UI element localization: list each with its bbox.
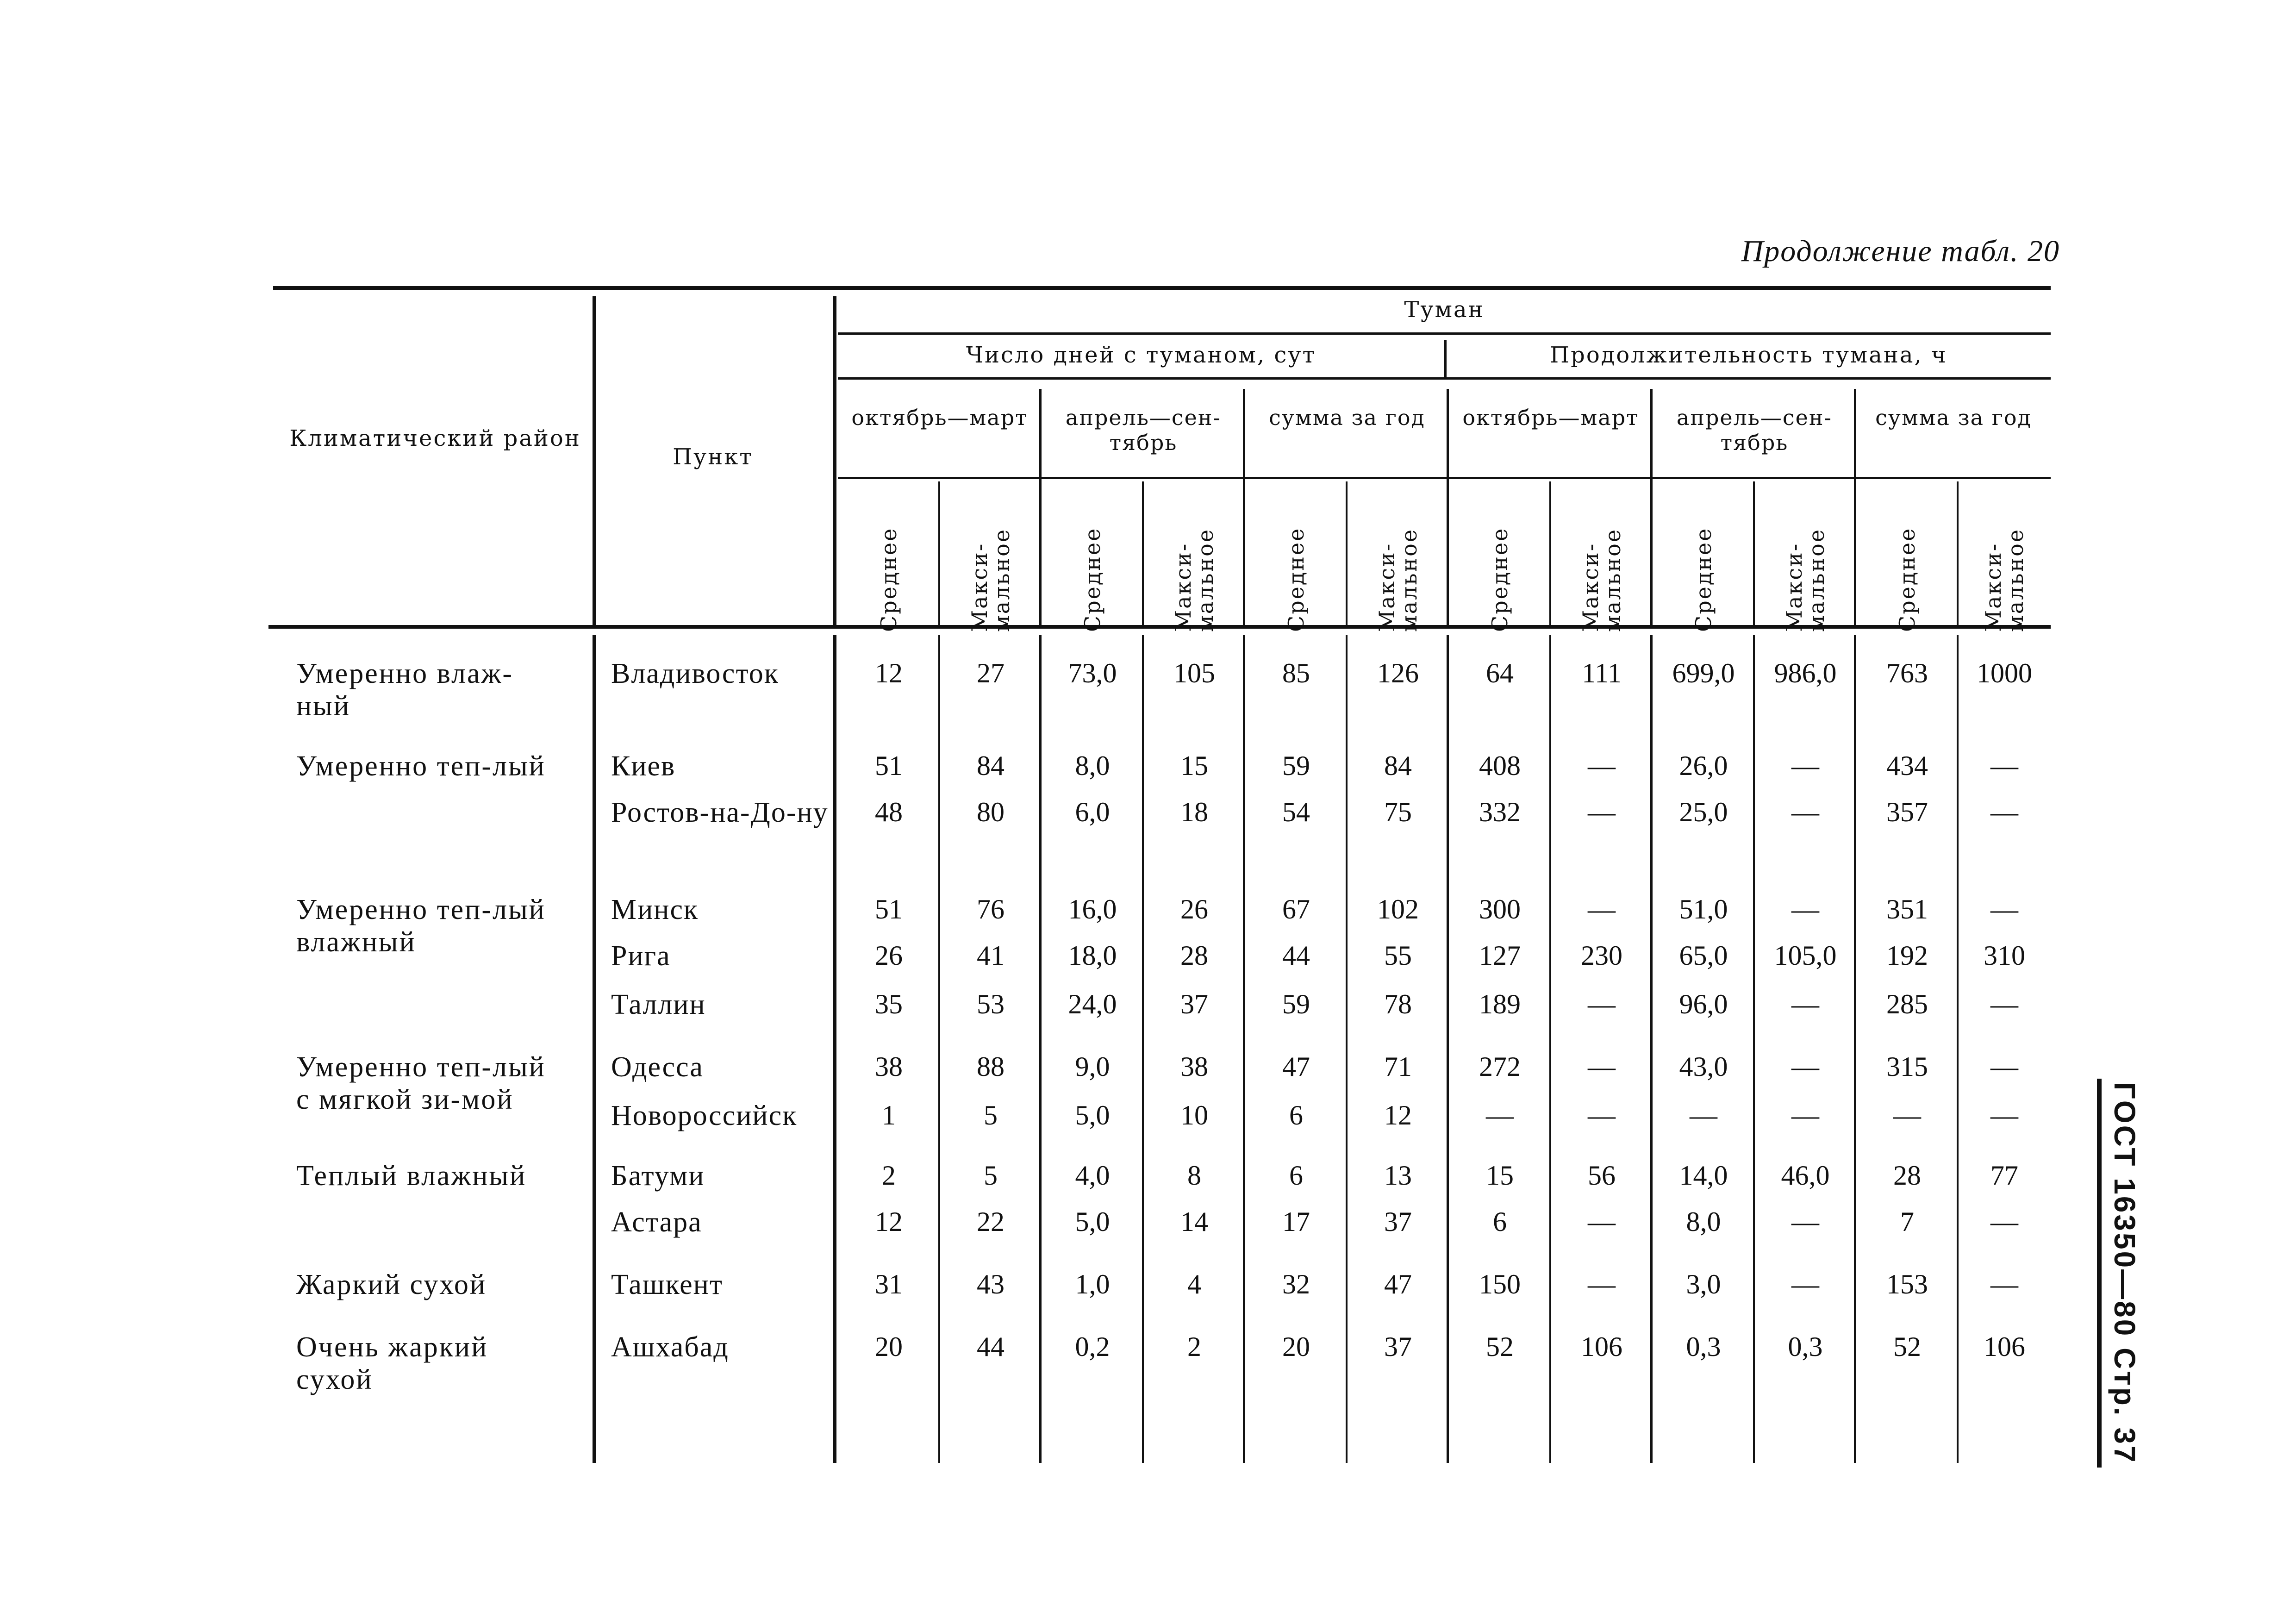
table-cell: 10 [1180, 1100, 1208, 1131]
table-cell: 0,3 [1788, 1331, 1823, 1362]
table-cell: 56 [1588, 1160, 1616, 1191]
table-cell: 44 [977, 1331, 1004, 1362]
table-cell: 15 [1486, 1160, 1514, 1191]
region-label: Умеренно теп-лый с мягкой зи-мой [296, 1051, 546, 1115]
header-days-group: Число дней с туманом, сут [966, 342, 1316, 368]
table-cell: 763 [1886, 658, 1928, 688]
table-cell: 51 [875, 894, 903, 924]
place-label: Одесса [611, 1051, 704, 1083]
table-cell: 52 [1893, 1331, 1921, 1362]
header-sub: Макси-мальное [1374, 528, 1422, 632]
table-cell: 35 [875, 989, 903, 1019]
table-cell: 76 [977, 894, 1004, 924]
table-cell: 1 [882, 1100, 896, 1131]
table-cell: 300 [1479, 894, 1521, 924]
table-cell: 24,0 [1068, 989, 1117, 1019]
table-cell: 189 [1479, 989, 1521, 1019]
sub-split-rule [1957, 481, 1959, 625]
table-cell: 12 [875, 658, 903, 688]
table-cell: 54 [1282, 797, 1310, 827]
table-cell: 47 [1384, 1269, 1412, 1299]
table-cell: 6 [1493, 1206, 1507, 1237]
table-cell: — [1791, 1100, 1819, 1131]
table-cell: 73,0 [1068, 658, 1117, 688]
table-cell: 28 [1893, 1160, 1921, 1191]
header-place: Пункт [673, 444, 753, 470]
region-label: Очень жаркий сухой [296, 1331, 488, 1395]
table-cell: 14,0 [1679, 1160, 1728, 1191]
region-label: Жаркий сухой [296, 1269, 487, 1300]
table-cell: 408 [1479, 750, 1521, 781]
table-cell: 53 [977, 989, 1004, 1019]
table-cell: 96,0 [1679, 989, 1728, 1019]
table-cell: — [1588, 1100, 1616, 1131]
table-cell: 20 [875, 1331, 903, 1362]
table-cell: 12 [1384, 1100, 1412, 1131]
period-rule [838, 477, 2051, 479]
sub-split-rule [1753, 481, 1755, 625]
place-label: Владивосток [611, 658, 779, 689]
table-cell: 46,0 [1781, 1160, 1830, 1191]
header-duration-group: Продолжительность тумана, ч [1550, 342, 1947, 368]
table-cell: 1,0 [1075, 1269, 1110, 1299]
table-cell: 3,0 [1686, 1269, 1721, 1299]
table-cell: 285 [1886, 989, 1928, 1019]
table-cell: 2 [1187, 1331, 1201, 1362]
table-cell: — [1588, 750, 1616, 781]
table-cell: 150 [1479, 1269, 1521, 1299]
header-period: сумма за год [1875, 405, 2032, 430]
table-cell: 71 [1384, 1051, 1412, 1082]
table-cell: 7 [1900, 1206, 1914, 1237]
region-label: Умеренно влаж-ный [296, 658, 513, 722]
table-cell: 111 [1582, 658, 1622, 688]
table-cell: — [1588, 1269, 1616, 1299]
place-label: Рига [611, 940, 671, 972]
table-cell: 16,0 [1068, 894, 1117, 924]
place-col-rule-body [833, 635, 836, 1463]
table-cell: — [1990, 1051, 2018, 1082]
table-cell: — [1791, 1206, 1819, 1237]
table-cell: — [1893, 1100, 1921, 1131]
header-region: Климатический район [289, 425, 581, 451]
table-cell: 55 [1384, 940, 1412, 971]
header-sub: Среднее [876, 527, 901, 632]
table-cell: — [1990, 797, 2018, 827]
table-cell: 44 [1282, 940, 1310, 971]
table-cell: — [1990, 1269, 2018, 1299]
table-cell: — [1990, 1206, 2018, 1237]
sub-split-rule [1346, 481, 1348, 625]
table-cell: 64 [1486, 658, 1514, 688]
table-cell: 8,0 [1075, 750, 1110, 781]
header-period: сумма за год [1269, 405, 1425, 430]
table-cell: — [1588, 1051, 1616, 1082]
header-period: октябрь—март [1462, 405, 1639, 430]
place-label: Ростов-на-До-ну [611, 797, 829, 828]
table-cell: — [1990, 1100, 2018, 1131]
header-sub: Макси-мальное [1171, 528, 1218, 632]
table-cell: 6 [1289, 1160, 1303, 1191]
table-cell: 84 [1384, 750, 1412, 781]
table-cell: — [1588, 1206, 1616, 1237]
table-cell: 59 [1282, 750, 1310, 781]
table-cell: 22 [977, 1206, 1004, 1237]
table-cell: 4 [1187, 1269, 1201, 1299]
table-cell: 38 [875, 1051, 903, 1082]
table-cell: — [1791, 1051, 1819, 1082]
side-label [2097, 1079, 2152, 1468]
place-col-rule [833, 296, 836, 625]
table-cell: 47 [1282, 1051, 1310, 1082]
table-cell: 67 [1282, 894, 1310, 924]
region-label: Теплый влажный [296, 1160, 527, 1192]
table-cell: 88 [977, 1051, 1004, 1082]
table-cell: — [1588, 989, 1616, 1019]
table-cell: — [1791, 894, 1819, 924]
table-cell: 127 [1479, 940, 1521, 971]
header-fog: Туман [1404, 297, 1485, 323]
table-cell: 4,0 [1075, 1160, 1110, 1191]
table-cell: 18,0 [1068, 940, 1117, 971]
table-cell: 0,3 [1686, 1331, 1721, 1362]
header-sub: Макси-мальное [1578, 528, 1625, 632]
header-period: октябрь—март [851, 405, 1028, 430]
table-cell: 699,0 [1672, 658, 1735, 688]
header-sub: Макси-мальное [1782, 528, 1829, 632]
table-cell: 37 [1384, 1331, 1412, 1362]
table-cell: 9,0 [1075, 1051, 1110, 1082]
table-cell: 351 [1886, 894, 1928, 924]
table-cell: 20 [1282, 1331, 1310, 1362]
table-cell: — [1791, 797, 1819, 827]
table-cell: — [1486, 1100, 1514, 1131]
table-cell: 85 [1282, 658, 1310, 688]
table-cell: 5 [984, 1160, 998, 1191]
header-sub: Среднее [1080, 527, 1105, 632]
group-rule [838, 377, 2051, 380]
table-cell: 78 [1384, 989, 1412, 1019]
table-cell: 272 [1479, 1051, 1521, 1082]
table-cell: 26 [875, 940, 903, 971]
header-sub: Макси-мальное [967, 528, 1014, 632]
table-cell: 5,0 [1075, 1100, 1110, 1131]
table-cell: 13 [1384, 1160, 1412, 1191]
table-cell: 14 [1180, 1206, 1208, 1237]
table-cell: 84 [977, 750, 1004, 781]
sub-split-rule [1549, 481, 1551, 625]
table-cell: 106 [1984, 1331, 2025, 1362]
header-period: апрель—сен-тябрь [1676, 405, 1833, 455]
table-cell: 80 [977, 797, 1004, 827]
table-caption: Продолжение табл. 20 [1741, 234, 2060, 268]
header-sub: Среднее [1284, 527, 1309, 632]
table-cell: 32 [1282, 1269, 1310, 1299]
table-cell: 1000 [1977, 658, 2032, 688]
table-cell: 0,2 [1075, 1331, 1110, 1362]
sub-split-rule [938, 481, 940, 625]
table-cell: 31 [875, 1269, 903, 1299]
table-cell: 48 [875, 797, 903, 827]
header-sub: Макси-мальное [1981, 528, 2028, 632]
top-rule [273, 286, 2051, 290]
table-cell: — [1990, 750, 2018, 781]
sub-split-rule [1142, 481, 1144, 625]
side-label-text: ГОСТ 16350—80 Стр. 37 [2108, 1082, 2141, 1464]
region-col-rule-body [593, 635, 596, 1463]
table-cell: 126 [1377, 658, 1419, 688]
table-cell: 434 [1886, 750, 1928, 781]
table-cell: 15 [1180, 750, 1208, 781]
table-cell: 25,0 [1679, 797, 1728, 827]
table-cell: 75 [1384, 797, 1412, 827]
table-cell: 51,0 [1679, 894, 1728, 924]
table-cell: 37 [1180, 989, 1208, 1019]
table-cell: 12 [875, 1206, 903, 1237]
table-cell: 102 [1377, 894, 1419, 924]
table-cell: 26 [1180, 894, 1208, 924]
table-cell: 51 [875, 750, 903, 781]
table-cell: 6,0 [1075, 797, 1110, 827]
fog-rule [838, 332, 2051, 335]
table-cell: 52 [1486, 1331, 1514, 1362]
place-label: Минск [611, 894, 699, 925]
header-sub: Среднее [1895, 527, 1920, 632]
table-cell: 2 [882, 1160, 896, 1191]
table-cell: 332 [1479, 797, 1521, 827]
place-label: Новороссийск [611, 1100, 798, 1131]
table-cell: — [1791, 1269, 1819, 1299]
table-cell: 986,0 [1774, 658, 1837, 688]
table-cell: — [1990, 894, 2018, 924]
table-cell: 8,0 [1686, 1206, 1721, 1237]
table-cell: 315 [1886, 1051, 1928, 1082]
table-cell: 77 [1990, 1160, 2018, 1191]
table-cell: — [1588, 894, 1616, 924]
table-cell: 37 [1384, 1206, 1412, 1237]
table-cell: — [1990, 989, 2018, 1019]
table-cell: 192 [1886, 940, 1928, 971]
region-col-rule [593, 296, 596, 625]
region-label: Умеренно теп-лый [296, 750, 546, 782]
table-cell: 26,0 [1679, 750, 1728, 781]
place-label: Ашхабад [611, 1331, 729, 1363]
table-cell: 105 [1173, 658, 1215, 688]
table-cell: — [1690, 1100, 1717, 1131]
table-cell: 6 [1289, 1100, 1303, 1131]
table-cell: 18 [1180, 797, 1208, 827]
table-cell: 230 [1581, 940, 1622, 971]
table-cell: 5,0 [1075, 1206, 1110, 1237]
place-label: Ташкент [611, 1269, 723, 1300]
table-cell: 310 [1984, 940, 2025, 971]
table-cell: 5 [984, 1100, 998, 1131]
table-cell: — [1791, 989, 1819, 1019]
place-label: Батуми [611, 1160, 705, 1192]
table-cell: 65,0 [1679, 940, 1728, 971]
table-cell: 28 [1180, 940, 1208, 971]
table-cell: — [1791, 750, 1819, 781]
table-cell: 59 [1282, 989, 1310, 1019]
region-label: Умеренно теп-лый влажный [296, 894, 546, 958]
table-cell: 153 [1886, 1269, 1928, 1299]
table-cell: 27 [977, 658, 1004, 688]
table-cell: 17 [1282, 1206, 1310, 1237]
place-label: Киев [611, 750, 676, 782]
table-cell: 105,0 [1774, 940, 1837, 971]
table-cell: 43 [977, 1269, 1004, 1299]
table-cell: 41 [977, 940, 1004, 971]
table-cell: 357 [1886, 797, 1928, 827]
header-sub: Среднее [1691, 527, 1716, 632]
table-cell: 106 [1581, 1331, 1622, 1362]
table-cell: 38 [1180, 1051, 1208, 1082]
place-label: Таллин [611, 989, 706, 1020]
place-label: Астара [611, 1206, 702, 1238]
header-period: апрель—сен-тябрь [1065, 405, 1222, 455]
header-sub: Среднее [1487, 527, 1512, 632]
table-cell: 8 [1187, 1160, 1201, 1191]
table-cell: 43,0 [1679, 1051, 1728, 1082]
table-cell: — [1588, 797, 1616, 827]
